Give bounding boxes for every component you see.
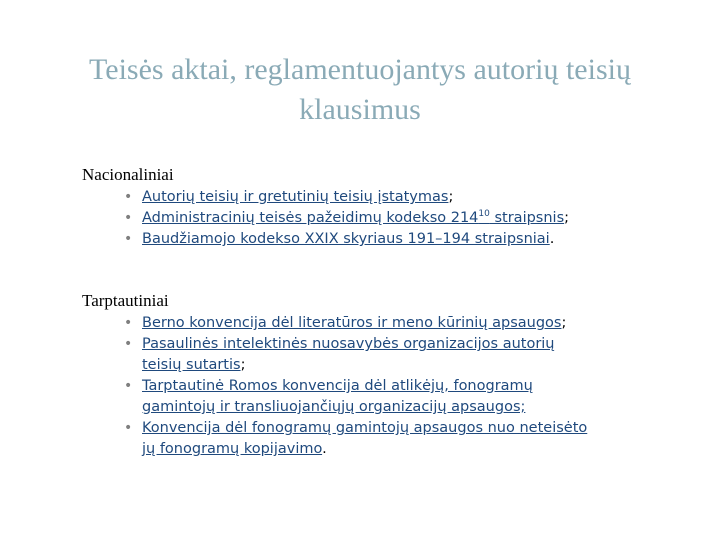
list-item (82, 418, 592, 460)
link-text: straipsnis (489, 210, 565, 226)
list-item (82, 229, 592, 250)
international-section (82, 289, 662, 460)
item-suffix: ; (564, 210, 570, 226)
treaty-link[interactable]: Pasaulinės intelektinės nuosavybės organizacijos autorių teisių sutartis (142, 336, 555, 373)
international-heading: Tarptautiniai (82, 291, 169, 310)
list-item (82, 334, 592, 376)
international-list (82, 313, 662, 460)
bullet-icon: • (124, 420, 133, 436)
list-item (82, 376, 592, 418)
superscript: 10 (478, 209, 490, 220)
item-suffix: ; (448, 189, 454, 205)
list-item (82, 187, 592, 208)
bullet-icon: • (124, 210, 133, 226)
national-list (82, 187, 662, 250)
treaty-link[interactable]: Konvencija dėl fonogramų gamintojų apsaugos nuo neteisėto jų fonogramų kopijavimo (142, 420, 588, 457)
list-item (82, 313, 592, 334)
bullet-icon: • (124, 231, 133, 247)
bullet-icon: • (124, 336, 133, 352)
bullet-icon: • (124, 315, 133, 331)
item-suffix: ; (240, 357, 246, 373)
item-suffix: . (549, 231, 555, 247)
bullet-icon: • (124, 189, 133, 205)
treaty-link[interactable]: Berno konvencija dėl literatūros ir meno kūrinių apsaugos (142, 315, 562, 331)
slide-title: Teisės aktai, reglamentuojantys autorių teisių klausimus (89, 53, 631, 126)
bullet-icon: • (124, 378, 133, 394)
law-link[interactable]: Autorių teisių ir gretutinių teisių įstatymas (142, 189, 449, 205)
item-suffix: ; (561, 315, 567, 331)
law-link[interactable] (142, 210, 564, 226)
list-item (82, 208, 592, 229)
national-heading: Nacionaliniai (82, 165, 174, 184)
treaty-link[interactable]: Tarptautinė Romos konvencija dėl atlikėjų, fonogramų gamintojų ir transliuojančiųjų organizacijų apsaugos; (142, 378, 533, 415)
item-suffix: . (322, 441, 327, 457)
law-link[interactable]: Baudžiamojo kodekso XXIX skyriaus 191–194 straipsniai (142, 231, 550, 247)
link-text: Administracinių teisės pažeidimų kodekso 214 (142, 210, 479, 226)
national-section (82, 163, 662, 250)
